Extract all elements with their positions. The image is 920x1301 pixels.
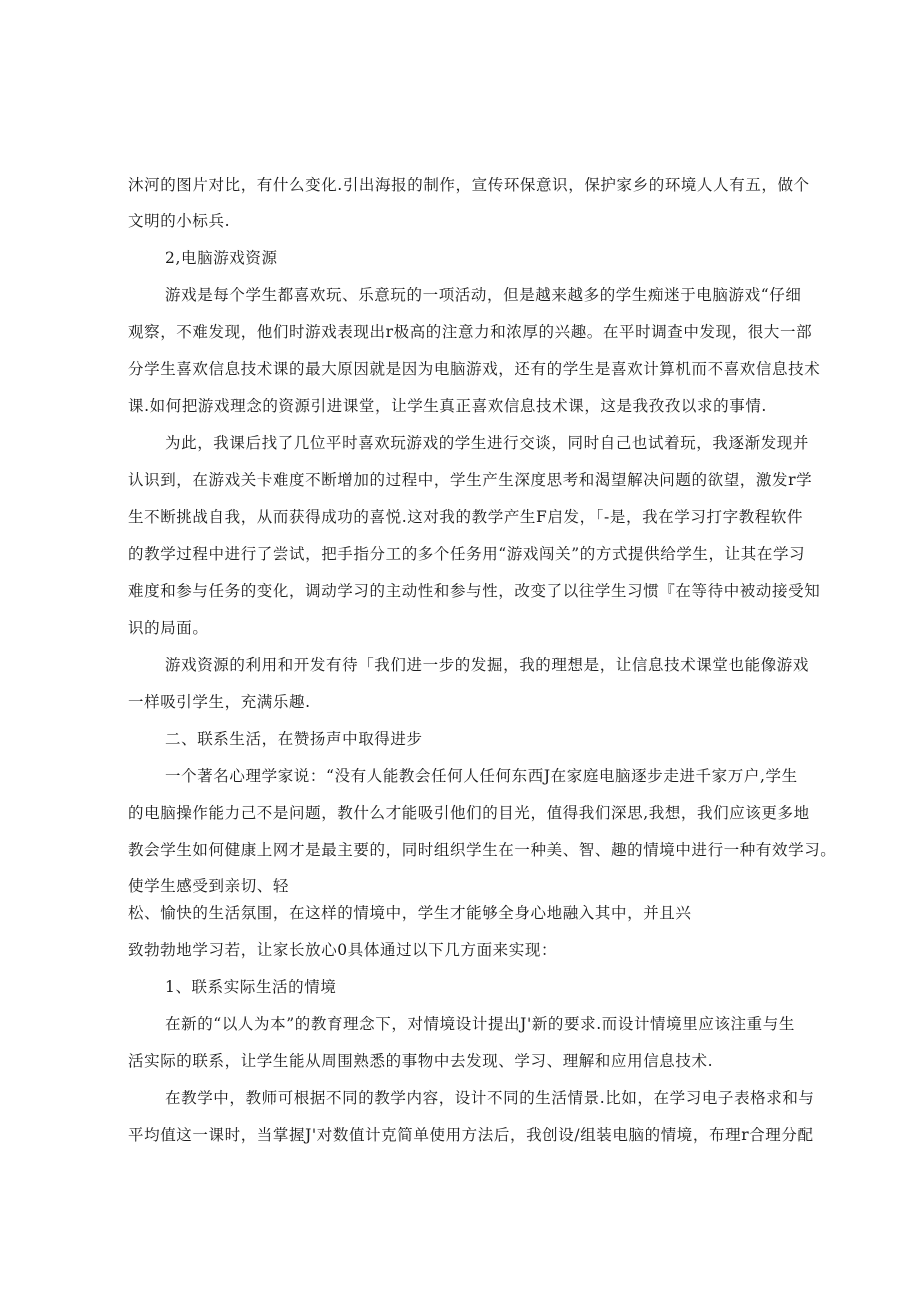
paragraph-line: 文明的小标兵. [128,212,231,230]
paragraph-line: 使学生感受到亲切、轻 [128,877,290,895]
paragraph-line: 松、愉快的生活氛围，在这样的情境中，学生才能够全身心地融入其中，并且兴 [128,904,692,922]
paragraph-line: 观察，不难发现，他们时游戏表现出r极高的注意力和浓厚的兴趣。在平时调查中发现，很大一部 [128,323,813,341]
paragraph-line: 平均值这一课时，当掌握J'对数值计克简单使用方法后，我创设/组装电脑的情境，布理r合理分配 [128,1126,814,1144]
paragraph-line: 在教学中，教师可根据不同的教学内容，设计不同的生活情景.比如，在学习电子表格求和与 [165,1089,815,1107]
paragraph-line: 分学生喜欢信息技术课的最大原因就是因为电脑游戏，还有的学生是喜欢计算机而不喜欢信息技术 [128,360,821,378]
paragraph-line: 为此，我课后找了几位平时喜欢玩游戏的学生进行交谈，同时自己也试着玩，我逐渐发现并 [165,434,810,452]
paragraph-line: 一个著名心理学家说：“没有人能教会任何人任何东西J在家庭电脑逐步走进千家万户,学生 [165,767,798,785]
paragraph-line: 一样吸引学生，充满乐趣. [128,693,311,711]
paragraph-line: 教会学生如何健康上网才是最主要的，同时组织学生在一种美、智、趣的情境中进行一种有效学习。 [128,841,837,859]
paragraph-line: 课.如何把游戏理念的资源引进课堂，让学生真正喜欢信息技术课，这是我孜孜以求的事情. [128,397,767,415]
section-heading: 2,电脑游戏资源 [165,249,278,267]
paragraph-line: 生不断挑战自我，从而获得成功的喜悦.这对我的教学产生F启发，「-是，我在学习打字教程软件 [128,508,804,526]
paragraph-line: 游戏是每个学生都喜欢玩、乐意玩的一项活动，但是越来越多的学生痴迷于电脑游戏“仔细 [165,286,802,304]
paragraph-line: 游戏资源的利用和开发有待「我们进一步的发掘，我的理想是，让信息技术课堂也能像游戏 [165,656,810,674]
paragraph-line: 致勃勃地学习若，让家长放心0具体通过以下几方面来实现： [128,941,558,959]
paragraph-line: 在新的“以人为本”的教育理念下，对情境设计提出J'新的要求.而设计情境里应该注重与生 [165,1015,795,1033]
paragraph-line: 认识到，在游戏关卡难度不断增加的过程中，学生产生深度思考和渴望解决问题的欲望，激发r学 [128,471,813,489]
paragraph-line: 难度和参与任务的变化，调动学习的主动性和参与性，改变了以往学生习惯『在等待中被动接受知 [128,582,821,600]
paragraph-line: 识的局面。 [128,619,209,637]
section-heading: 二、联系生活，在赞扬声中取得进步 [165,730,423,748]
paragraph-line: 沐河的图片对比，有什么变化.引出海报的制作，宣传环保意识，保护家乡的环境人人有五，做个 [128,176,810,194]
paragraph-line: 活实际的联系，让学生能从周围熟悉的事物中去发现、学习、理解和应用信息技术. [128,1052,714,1070]
paragraph-line: 的教学过程中进行了尝试，把手指分工的多个任务用“游戏闯关”的方式提供给学生，让其在学习 [128,545,806,563]
paragraph-line: 的电脑操作能力己不是问题，教什么才能吸引他们的目光，值得我们深思,我想，我们应该更多地 [128,804,810,822]
section-heading: 1、联系实际生活的情境 [165,978,337,996]
